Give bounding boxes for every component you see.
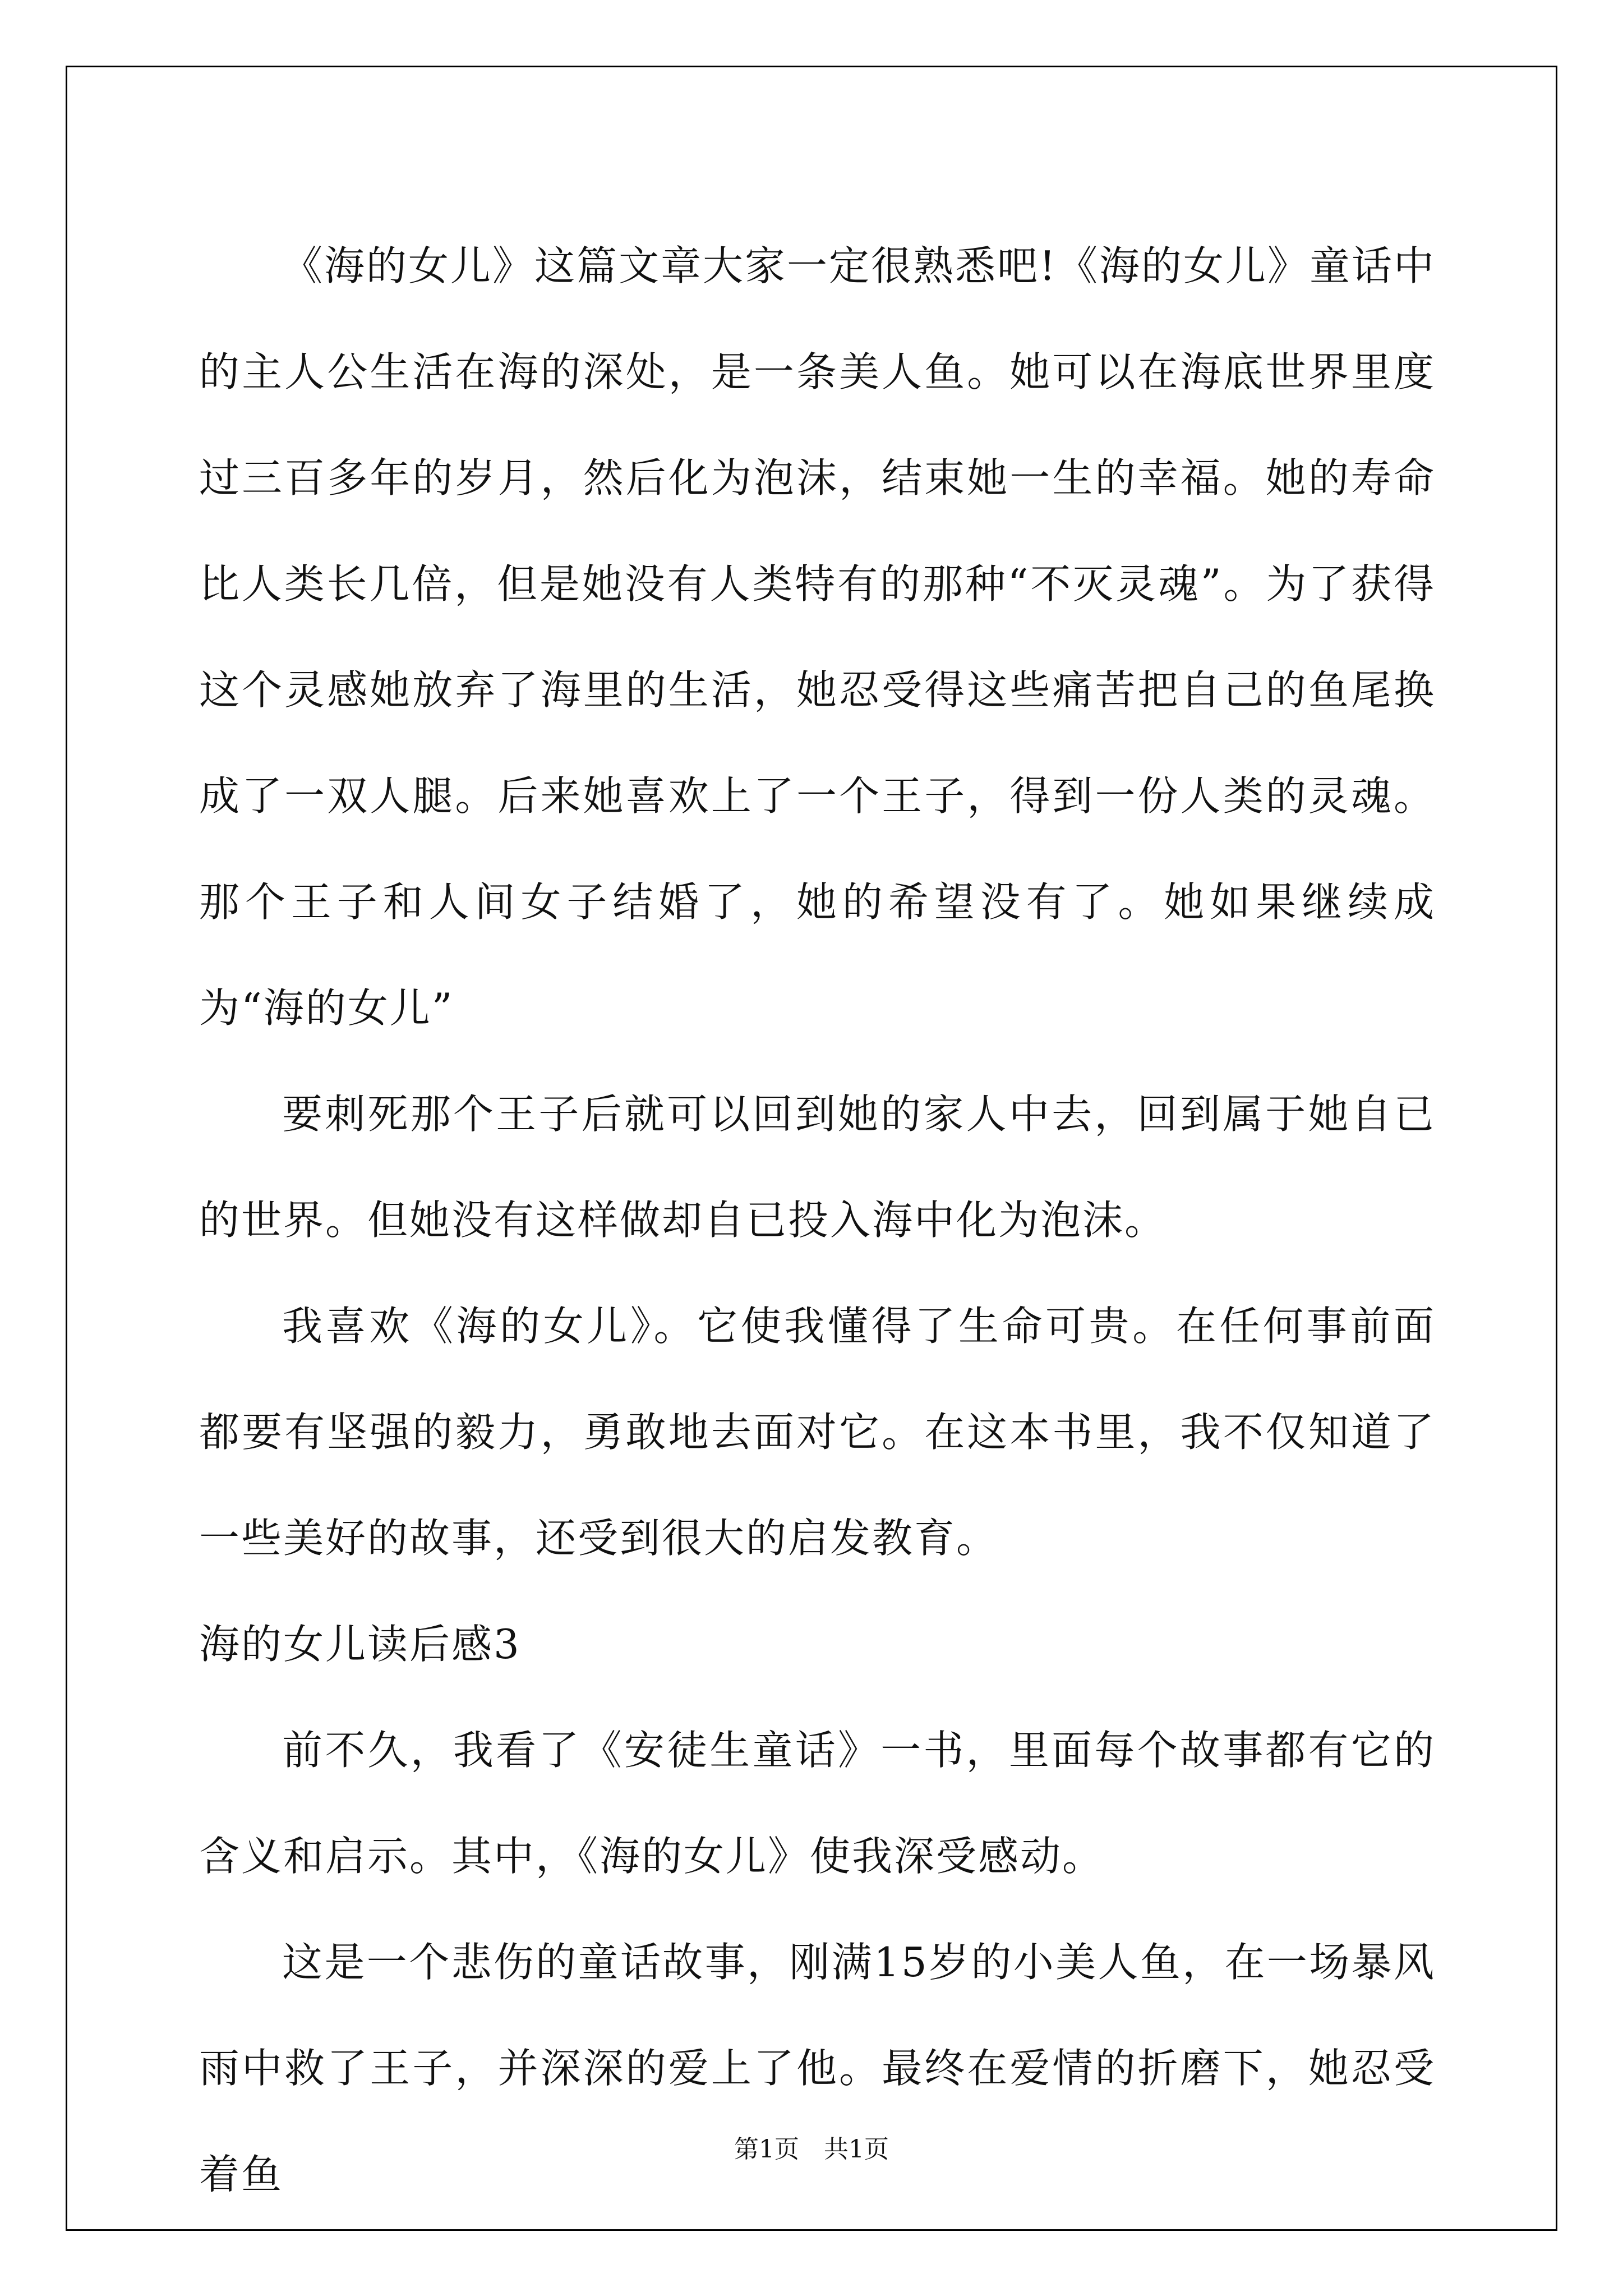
paragraph-3: 我喜欢《海的女儿》。它使我懂得了生命可贵。在任何事前面都要有坚强的毅力，勇敢地去面对它。在这本书里，我不仅知道了一些美好的故事，还受到很大的启发教育。: [199, 1303, 1436, 1562]
paragraph-2: 要刺死那个王子后就可以回到她的家人中去，回到属于她自已的世界。但她没有这样做却自已投入海中化为泡沫。: [199, 1091, 1436, 1244]
document-body: [199, 213, 1436, 2228]
paragraph-4: 前不久，我看了《安徒生童话》一书，里面每个故事都有它的含义和启示。其中，《海的女儿》使我深受感动。: [199, 1727, 1436, 1880]
paragraph-1: 《海的女儿》这篇文章大家一定很熟悉吧!《海的女儿》童话中的主人公生活在海的深处，是一条美人鱼。她可以在海底世界里度过三百多年的岁月，然后化为泡沫，结束她一生的幸福。她的寿命比人类长几倍，但是她没有人类特有的那种“不灭灵魂”。为了获得这个灵感她放弃了海里的生活，她忍受得这些痛苦把自己的鱼尾换成了一双人腿。后来她喜欢上了一个王子，得到一份人类的灵魂。那个王子和人间女子结婚了，她的希望没有了。她如果继续成为“海的女儿”: [199, 242, 1436, 1032]
page-footer: 第1页 共1页: [734, 2135, 889, 2164]
section-heading: 海的女儿读后感3: [199, 1621, 521, 1668]
paragraph-5: 这是一个悲伤的童话故事，刚满15岁的小美人鱼，在一场暴风雨中救了王子，并深深的爱上了他。最终在爱情的折磨下，她忍受着鱼: [199, 1939, 1436, 2198]
